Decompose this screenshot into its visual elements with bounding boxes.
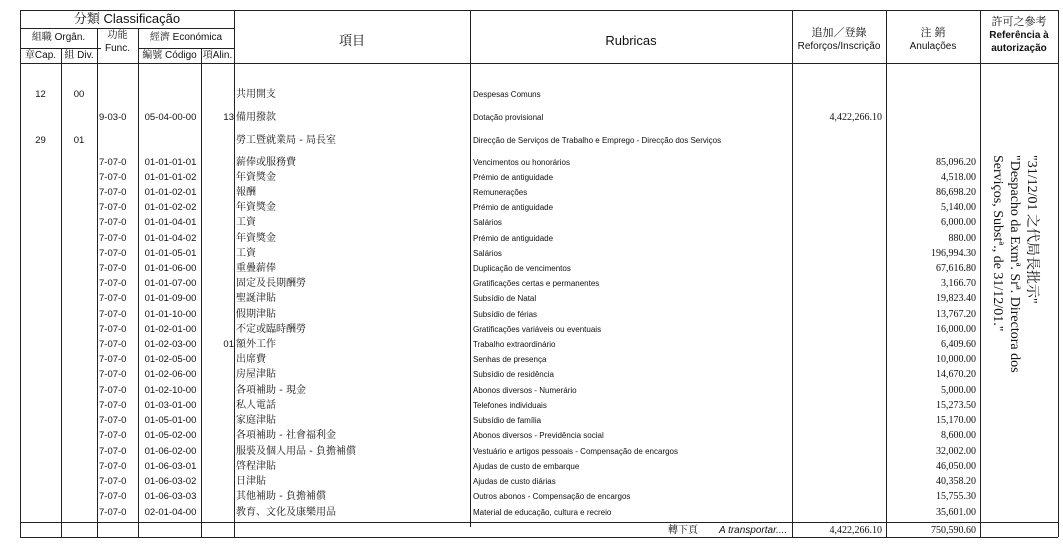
footer-label: A transportar.... bbox=[719, 525, 788, 536]
row-anulacao: 6,409.60 bbox=[941, 339, 976, 350]
row-rubrica: Gratificações certas e permanentes bbox=[473, 279, 600, 288]
row-rubrica: Remunerações bbox=[473, 188, 528, 197]
row-anulacao: 19,823.40 bbox=[936, 293, 976, 304]
rule-rubricas bbox=[792, 10, 793, 537]
row-anulacao: 196,994.30 bbox=[931, 248, 976, 259]
header-anulacoes: Anulações bbox=[909, 41, 957, 52]
row-item-zh: 額外工作 bbox=[236, 339, 276, 350]
row-item-zh: 不定或臨時酬勞 bbox=[236, 324, 306, 335]
header-classificacao: 分類 Classificação bbox=[73, 11, 181, 26]
row-item-zh: 出席費 bbox=[236, 354, 266, 365]
row-anulacao: 3,166.70 bbox=[941, 278, 976, 289]
row-item-zh: 房屋津貼 bbox=[236, 369, 276, 380]
row-item-zh: 工資 bbox=[236, 217, 256, 228]
rule-func bbox=[138, 28, 139, 537]
row-rubrica: Salários bbox=[473, 218, 502, 227]
row-func: 7-07-0 bbox=[99, 354, 127, 365]
row-rubrica: Duplicação de vencimentos bbox=[473, 264, 571, 273]
row-func: 7-07-0 bbox=[99, 507, 127, 518]
row-codigo: 01-01-06-00 bbox=[144, 263, 197, 274]
row-rubrica: Salários bbox=[473, 249, 502, 258]
row-item-zh: 私人電話 bbox=[236, 400, 276, 411]
row-codigo: 01-01-10-00 bbox=[144, 309, 197, 320]
rule-cap bbox=[61, 48, 62, 537]
authorization-line-3: Serviços, Substª., de 31/12/01." bbox=[990, 155, 1005, 332]
row-item-zh: 備用撥款 bbox=[236, 112, 276, 123]
footer-label-zh: 轉下頁 bbox=[668, 525, 698, 536]
row-func: 7-07-0 bbox=[99, 217, 127, 228]
row-codigo: 01-01-01-01 bbox=[144, 157, 197, 168]
row-item-zh: 啓程津貼 bbox=[236, 461, 276, 472]
row-func: 7-07-0 bbox=[99, 476, 127, 487]
row-item-zh: 共用開支 bbox=[236, 89, 276, 100]
row-func: 7-07-0 bbox=[99, 309, 127, 320]
row-rubrica: Direcção de Serviços de Trabalho e Emprego - Direcção dos Serviços bbox=[473, 136, 722, 145]
row-anulacao: 40,358.20 bbox=[936, 476, 976, 487]
row-anulacao: 16,000.00 bbox=[936, 324, 976, 335]
row-anulacao: 14,670.20 bbox=[936, 369, 976, 380]
row-rubrica: Subsídio de residência bbox=[473, 370, 554, 379]
row-anulacao: 15,755.30 bbox=[936, 491, 976, 502]
row-item-zh: 各項補助 - 現金 bbox=[236, 385, 306, 396]
row-anulacao: 13,767.20 bbox=[936, 309, 976, 320]
row-rubrica: Abonos diversos - Previdência social bbox=[473, 431, 604, 440]
header-referencia-zh: 許可之參考 bbox=[991, 16, 1047, 28]
row-func: 9-03-0 bbox=[99, 112, 127, 123]
row-func: 7-07-0 bbox=[99, 293, 127, 304]
row-func: 7-07-0 bbox=[99, 233, 127, 244]
row-div: 00 bbox=[73, 89, 85, 100]
row-anulacao: 4,518.00 bbox=[941, 172, 976, 183]
row-item-zh: 聖誕津貼 bbox=[236, 293, 276, 304]
row-rubrica: Outros abonos - Compensação de encargos bbox=[473, 492, 631, 501]
row-func: 7-07-0 bbox=[99, 491, 127, 502]
row-func: 7-07-0 bbox=[99, 430, 127, 441]
row-rubrica: Abonos diversos - Numerário bbox=[473, 386, 577, 395]
row-rubrica: Despesas Comuns bbox=[473, 90, 541, 99]
header-anulacoes-zh: 注 銷 bbox=[920, 27, 946, 39]
header-codigo: 編號 Código bbox=[142, 50, 197, 61]
row-item-zh: 固定及長期酬勞 bbox=[236, 278, 306, 289]
row-codigo: 01-02-01-00 bbox=[144, 324, 197, 335]
row-item-zh: 薪俸或服務費 bbox=[236, 157, 296, 168]
row-div: 01 bbox=[73, 135, 85, 146]
row-codigo: 01-01-09-00 bbox=[144, 293, 197, 304]
row-codigo: 01-02-05-00 bbox=[144, 354, 197, 365]
header-reforcos-zh: 追加／登錄 bbox=[811, 27, 867, 39]
row-codigo: 01-02-10-00 bbox=[144, 385, 197, 396]
header-item: 項目 bbox=[338, 33, 365, 48]
row-anulacao: 15,273.50 bbox=[936, 400, 976, 411]
footer-reforcos-total: 4,422,266.10 bbox=[829, 525, 882, 536]
row-item-zh: 各項補助 - 社會福利金 bbox=[236, 430, 336, 441]
row-item-zh: 年資獎金 bbox=[236, 172, 276, 183]
row-item-zh: 工資 bbox=[236, 248, 256, 259]
row-rubrica: Trabalho extraordinário bbox=[473, 340, 556, 349]
header-organ: 組職 Orgân. bbox=[31, 32, 86, 43]
row-anulacao: 10,000.00 bbox=[936, 354, 976, 365]
row-item-zh: 家庭津貼 bbox=[236, 415, 276, 426]
row-rubrica: Prémio de antiguidade bbox=[473, 203, 554, 212]
header-div: 組 Div. bbox=[64, 50, 94, 61]
row-anulacao: 15,170.00 bbox=[936, 415, 976, 426]
row-codigo: 01-06-02-00 bbox=[144, 446, 197, 457]
row-codigo: 01-06-03-03 bbox=[144, 491, 197, 502]
row-anulacao: 6,000.00 bbox=[941, 217, 976, 228]
rule-header-bottom bbox=[20, 63, 1058, 64]
row-anulacao: 67,616.80 bbox=[936, 263, 976, 274]
row-codigo: 01-06-03-01 bbox=[144, 461, 197, 472]
row-codigo: 01-01-05-01 bbox=[144, 248, 197, 259]
row-codigo: 01-02-06-00 bbox=[144, 369, 197, 380]
row-rubrica: Vestuário e artigos pessoais - Compensação de encargos bbox=[473, 447, 679, 456]
row-func: 7-07-0 bbox=[99, 157, 127, 168]
row-func: 7-07-0 bbox=[99, 339, 127, 350]
row-cap: 12 bbox=[35, 89, 46, 100]
rule-right bbox=[1058, 10, 1059, 537]
row-anulacao: 32,002.00 bbox=[936, 446, 976, 457]
row-alin: 01 bbox=[223, 339, 234, 350]
row-codigo: 01-01-04-01 bbox=[144, 217, 197, 228]
row-anulacao: 5,140.00 bbox=[941, 202, 976, 213]
row-alin: 13 bbox=[223, 112, 234, 123]
row-func: 7-07-0 bbox=[99, 324, 127, 335]
row-func: 7-07-0 bbox=[99, 369, 127, 380]
row-item-zh: 服裝及個人用品 - 負擔補償 bbox=[236, 446, 356, 457]
row-func: 7-07-0 bbox=[99, 385, 127, 396]
row-codigo: 01-05-01-00 bbox=[144, 415, 197, 426]
row-anulacao: 8,600.00 bbox=[941, 430, 976, 441]
row-anulacao: 880.00 bbox=[948, 233, 976, 244]
authorization-note bbox=[989, 155, 1040, 373]
header-autorizacao: autorização bbox=[991, 43, 1047, 54]
row-rubrica: Subsídio de Natal bbox=[473, 294, 537, 303]
row-reforco: 4,422,266.10 bbox=[829, 112, 882, 123]
row-func: 7-07-0 bbox=[99, 400, 127, 411]
row-anulacao: 5,000.00 bbox=[941, 385, 976, 396]
row-func: 7-07-0 bbox=[99, 461, 127, 472]
header-cap: 章Cap. bbox=[24, 50, 57, 61]
header-rubricas: Rubricas bbox=[605, 33, 657, 48]
header-func-zh: 功能 bbox=[107, 30, 128, 41]
rule-item bbox=[470, 10, 471, 527]
header-func: Func. bbox=[104, 43, 130, 54]
rule-alin bbox=[234, 10, 235, 537]
row-func: 7-07-0 bbox=[99, 278, 127, 289]
row-rubrica: Telefones individuais bbox=[473, 401, 547, 410]
row-item-zh: 教育、文化及康樂用品 bbox=[236, 507, 336, 518]
row-func: 7-07-0 bbox=[99, 172, 127, 183]
row-item-zh: 假期津貼 bbox=[236, 309, 276, 320]
row-anulacao: 85,096.20 bbox=[936, 157, 976, 168]
row-rubrica: Subsídio de férias bbox=[473, 310, 538, 319]
header-reforcos: Reforços/Inscrição bbox=[797, 41, 881, 52]
row-item-zh: 重疊薪俸 bbox=[236, 263, 276, 274]
row-rubrica: Ajudas de custo diárias bbox=[473, 477, 556, 486]
row-func: 7-07-0 bbox=[99, 248, 127, 259]
rule-div bbox=[97, 28, 98, 537]
row-rubrica: Senhas de presença bbox=[473, 355, 547, 364]
row-cap: 29 bbox=[35, 135, 46, 146]
row-anulacao: 86,698.20 bbox=[936, 187, 976, 198]
row-codigo: 01-01-04-02 bbox=[144, 233, 197, 244]
row-codigo: 01-02-03-00 bbox=[144, 339, 197, 350]
row-codigo: 01-05-02-00 bbox=[144, 430, 197, 441]
row-rubrica: Gratificações variáveis ou eventuais bbox=[473, 325, 602, 334]
authorization-line-1: "31/12/01 之代局長批示" bbox=[1024, 155, 1039, 304]
row-anulacao: 35,601.00 bbox=[936, 507, 976, 518]
row-func: 7-07-0 bbox=[99, 263, 127, 274]
authorization-line-2: "Despacho da Exmª. Srª. Directora dos bbox=[1007, 155, 1022, 373]
row-func: 7-07-0 bbox=[99, 446, 127, 457]
row-rubrica: Vencimentos ou honorários bbox=[473, 158, 570, 167]
footer-anulacoes-total: 750,590.60 bbox=[931, 525, 976, 536]
row-func: 7-07-0 bbox=[99, 187, 127, 198]
row-rubrica: Subsídio de família bbox=[473, 416, 542, 425]
row-rubrica: Material de educação, cultura e recreio bbox=[473, 508, 612, 517]
row-codigo: 05-04-00-00 bbox=[144, 112, 197, 123]
row-rubrica: Prémio de antiguidade bbox=[473, 234, 554, 243]
row-item-zh: 年資獎金 bbox=[236, 233, 276, 244]
row-item-zh: 報酬 bbox=[236, 187, 256, 198]
row-rubrica: Dotação provisional bbox=[473, 113, 544, 122]
row-codigo: 01-01-01-02 bbox=[144, 172, 197, 183]
header-referencia: Referência à bbox=[989, 30, 1049, 41]
row-func: 7-07-0 bbox=[99, 202, 127, 213]
row-rubrica: Ajudas de custo de embarque bbox=[473, 462, 580, 471]
row-item-zh: 其他補助 - 負擔補償 bbox=[236, 491, 326, 502]
row-item-zh: 勞工暨就業局 - 局長室 bbox=[236, 135, 336, 146]
row-rubrica: Prémio de antiguidade bbox=[473, 173, 554, 182]
rule-footer-top bbox=[20, 522, 1058, 523]
row-codigo: 01-01-02-02 bbox=[144, 202, 197, 213]
row-codigo: 01-06-03-02 bbox=[144, 476, 197, 487]
header-economica: 經濟 Económica bbox=[149, 32, 223, 43]
header-alin: 項Alin. bbox=[202, 50, 233, 61]
row-anulacao: 46,050.00 bbox=[936, 461, 976, 472]
row-codigo: 01-01-07-00 bbox=[144, 278, 197, 289]
row-codigo: 01-03-01-00 bbox=[144, 400, 197, 411]
row-item-zh: 年資獎金 bbox=[236, 202, 276, 213]
row-item-zh: 日津貼 bbox=[236, 476, 266, 487]
row-codigo: 01-01-02-01 bbox=[144, 187, 197, 198]
rule-anul bbox=[980, 10, 981, 537]
row-codigo: 02-01-04-00 bbox=[144, 507, 197, 518]
row-func: 7-07-0 bbox=[99, 415, 127, 426]
